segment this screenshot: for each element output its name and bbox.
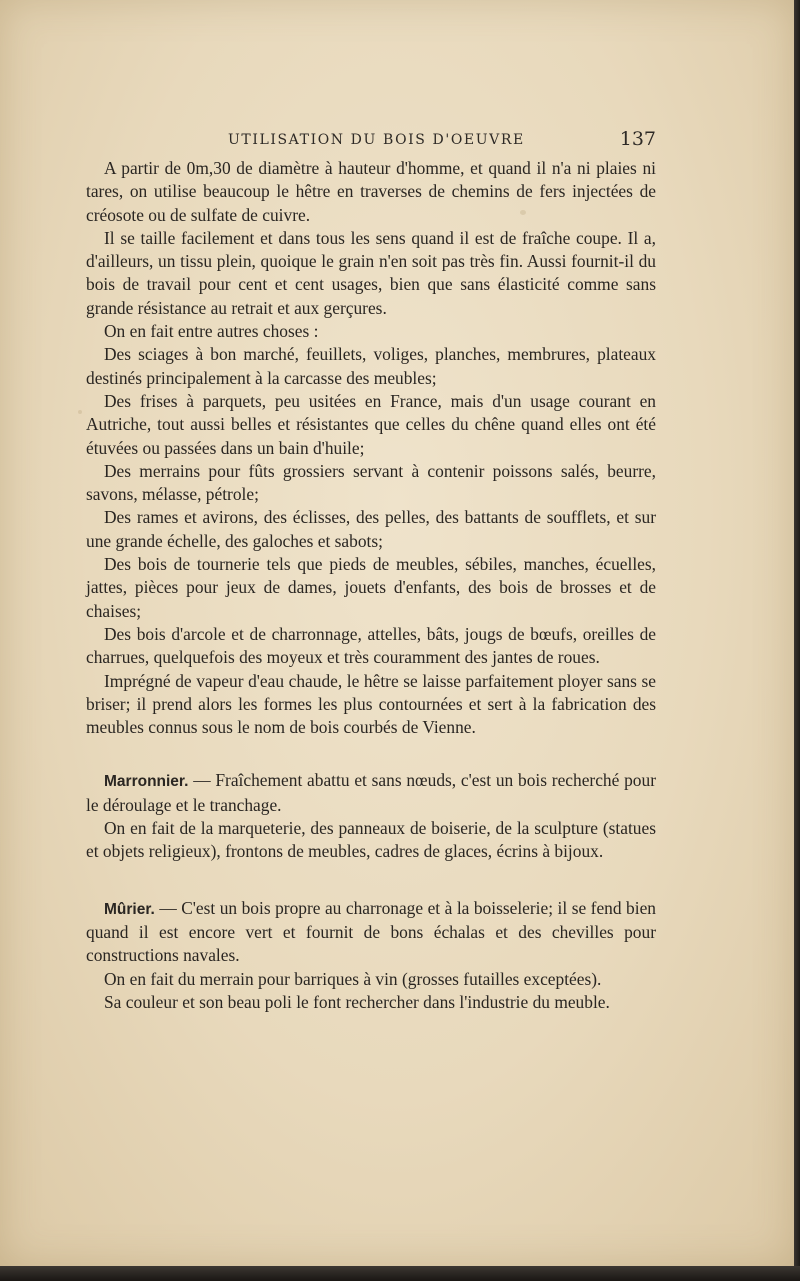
- paragraph: Il se taille facilement et dans tous les sens quand il est de fraîche coupe. Il a, d'ailleurs, un tissu plein, quoique le grain n'en soit pas très fin. Aussi fournit-il du bois de travail pour cent et cent usages, bien que sans élasticité comme sans grande résistance au retrait et aux gerçures.: [86, 227, 656, 318]
- entry-murier: [86, 897, 656, 968]
- paragraph: Des bois de tournerie tels que pieds de meubles, sébiles, manches, écuelles, jattes, pièces pour jeux de dames, jouets d'enfants, des bois de brosses et de chaises;: [86, 554, 656, 621]
- entry-marronnier: [86, 769, 656, 817]
- entry-term: Marronnier.: [104, 773, 189, 791]
- paragraph: Des bois d'arcole et de charronnage, attelles, bâts, jougs de bœufs, oreilles de charrues, quelquefois des moyeux et très couramment des jantes de roues.: [86, 623, 656, 668]
- paragraph: On en fait entre autres choses :: [104, 321, 319, 342]
- paragraph: Imprégné de vapeur d'eau chaude, le hêtre se laisse parfaitement ployer sans se briser; il prend alors les formes les plus contournées et sert à la fabrication des meubles connus sous le nom de bois courbés de Vienne.: [86, 670, 656, 738]
- paragraph: On en fait du merrain pour barriques à vin (grosses futailles exceptées).: [104, 968, 602, 989]
- paragraph: Des sciages à bon marché, feuillets, voliges, planches, membrures, plateaux destinés principalement à la carcasse des meubles;: [86, 344, 656, 388]
- page-number: 137: [619, 128, 656, 150]
- paragraph: Sa couleur et son beau poli le font rechercher dans l'industrie du meuble.: [104, 991, 610, 1012]
- paper-stain: [78, 410, 82, 414]
- page-edge: [794, 0, 800, 1281]
- entry-term: Mûrier.: [104, 900, 155, 918]
- running-title: UTILISATION DU BOIS D'OEUVRE: [228, 132, 525, 148]
- entry-text: — Fraîchement abattu et sans nœuds, c'est un bois recherché pour le déroulage et le tranchage.: [86, 770, 656, 815]
- page-header: [228, 128, 656, 154]
- paragraph: Des frises à parquets, peu usitées en France, mais d'un usage courant en Autriche, tout aussi belles et résistantes que celles du chêne quand elles ont été étuvées ou passées dans un bain d'huile;: [86, 390, 656, 458]
- paragraph: Des rames et avirons, des éclisses, des pelles, des battants de soufflets, et sur une grande échelle, des galoches et sabots;: [86, 507, 656, 551]
- entry-text: — C'est un bois propre au charronage et à la boisselerie; il se fend bien quand il est encore vert et fournit de bons échalas et des chevilles pour constructions navales.: [86, 897, 656, 966]
- paragraph: A partir de 0m,30 de diamètre à hauteur d'homme, et quand il n'a ni plaies ni tares, on utilise beaucoup le hêtre en traverses de chemins de fers injectées de créosote ou de sulfate de cuivre.: [86, 158, 656, 225]
- page-bottom-edge: [0, 1266, 800, 1281]
- paragraph: Des merrains pour fûts grossiers servant à contenir poissons salés, beurre, savons, mélasse, pétrole;: [86, 460, 656, 505]
- page-body: [86, 157, 656, 1014]
- paragraph: On en fait de la marqueterie, des panneaux de boiserie, de la sculpture (statues et objets religieux), frontons de meubles, cadres de glaces, écrins à bijoux.: [86, 818, 656, 862]
